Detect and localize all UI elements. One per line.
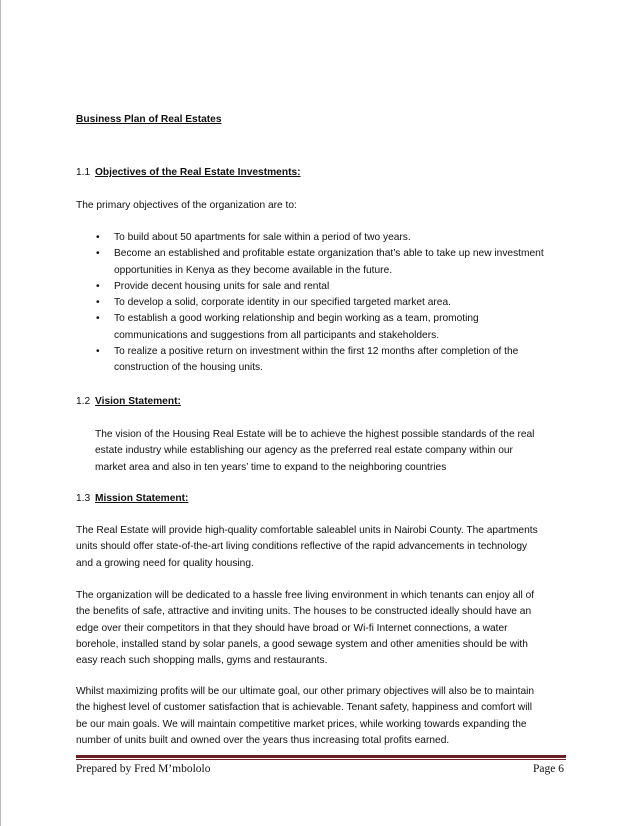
list-item-text: Provide decent housing units for sale and rental: [114, 280, 330, 292]
section-title: Objectives of the Real Estate Investments:: [95, 167, 301, 178]
bullet-icon: •: [96, 232, 100, 243]
footer-rule-thin: [76, 759, 566, 760]
section-title: Vision Statement:: [95, 396, 181, 407]
section-heading-mission: [76, 491, 188, 507]
list-item: [96, 295, 544, 311]
mission-paragraph: The Real Estate will provide high-quality comfortable saleablel units in Nairobi County. The apartments units should offer state-of-the-art living conditions reflective of the rapid advancements in technology and a growing need for quality housing.: [76, 525, 538, 569]
list-item-text: To build about 50 apartments for sale within a period of two years.: [114, 232, 411, 243]
bullet-icon: •: [96, 313, 100, 325]
section-heading-objectives: [76, 165, 301, 181]
list-item: [96, 311, 544, 344]
document-title: Business Plan of Real Estates: [76, 114, 222, 125]
list-item-text: To develop a solid, corporate identity in our specified targeted market area.: [114, 297, 451, 309]
bullet-icon: •: [96, 346, 100, 358]
page-number: Page 6: [533, 763, 564, 775]
list-item: [96, 279, 544, 295]
section-number: 1.3: [76, 493, 91, 504]
footer-author: Prepared by Fred M’mbololo: [76, 763, 211, 775]
mission-paragraph: Whilst maximizing profits will be our ultimate goal, our other primary objectives will also be to maintain the highest level of customer satisfaction that is achievable. Tenant safety, happiness and comfort will be our main goals. We will maintain competitive market prices, while working towards expanding the number of units built and owned over the years thus increasing total profits earned.: [76, 686, 535, 746]
list-item: [96, 230, 544, 246]
bullet-icon: •: [96, 280, 100, 292]
objectives-intro: The primary objectives of the organization are to:: [76, 200, 297, 211]
list-item-text: To realize a positive return on investment within the first 12 months after completion of the construction of the housing units.: [114, 346, 519, 374]
list-item-text: Become an established and profitable estate organization that’s able to take up new investment opportunities in Kenya as they become available in the future.: [114, 248, 544, 276]
list-item: [96, 246, 544, 279]
section-heading-vision: [76, 394, 181, 410]
list-item: [96, 344, 544, 377]
bullet-icon: •: [96, 297, 100, 309]
bullet-icon: •: [96, 248, 100, 260]
vision-paragraph: The vision of the Housing Real Estate will be to achieve the highest possible standards of the real estate industry while establishing our agency as the preferred real estate company within our market area and also in ten years’ time to expand to the neighboring countries: [95, 429, 535, 473]
objectives-list: [96, 230, 544, 377]
section-number: 1.2: [76, 396, 91, 407]
section-number: 1.1: [76, 167, 91, 178]
mission-paragraph: The organization will be dedicated to a hassle free living environment in which tenants can enjoy all of the benefits of safe, attractive and inviting units. The houses to be constructed ideally should have an edge over their competitors in that they should have broad or Wi-fi Internet connections, a water borehole, installed stand by solar panels, a good sewage system and other amenities should be with easy reach such shopping malls, gyms and restaurants.: [76, 590, 535, 667]
section-title: Mission Statement:: [95, 493, 189, 504]
footer-rule: [76, 755, 566, 758]
list-item-text: To establish a good working relationship and begin working as a team, promoting communications and suggestions from all participants and stakeholders.: [114, 313, 479, 341]
